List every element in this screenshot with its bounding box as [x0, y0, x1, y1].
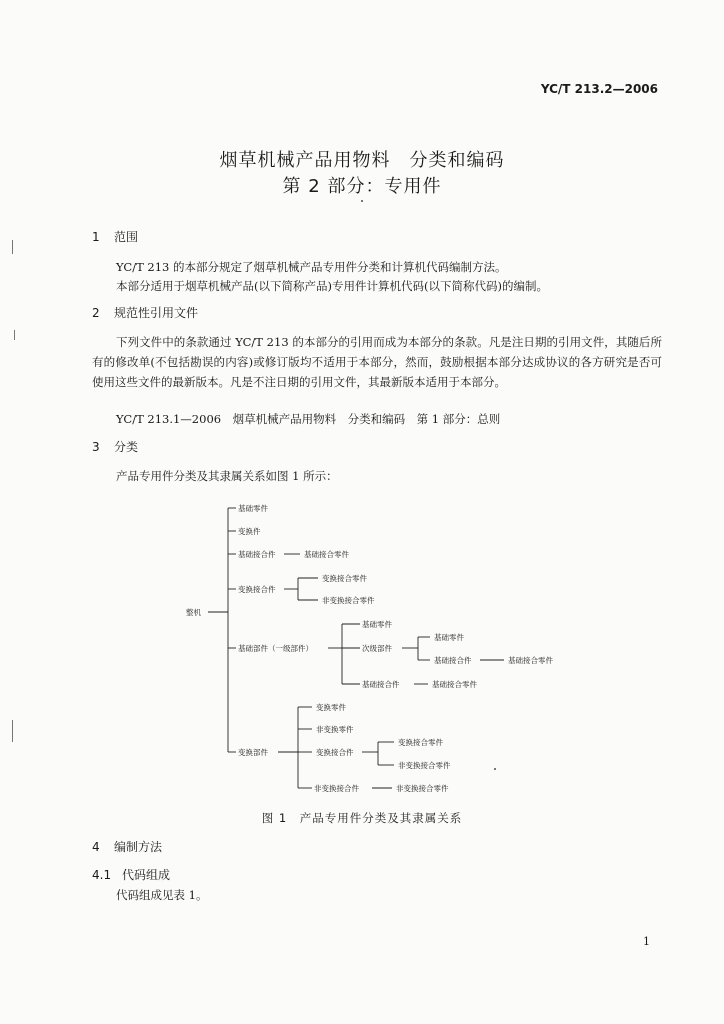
- document-title: 烟草机械产品用物料 分类和编码: [219, 150, 505, 171]
- tree-node: 基础部件（一级部件）: [238, 644, 313, 653]
- section-number: 2: [92, 306, 100, 320]
- tree-node: 基础接合件: [238, 550, 276, 559]
- tree-node: 变换部件: [238, 748, 268, 757]
- subsection-4-1-paragraph: 代码组成见表 1。: [116, 888, 208, 902]
- section-1-paragraph-1: YC/T 213 的本部分规定了烟草机械产品专用件分类和计算机代码编制方法。: [116, 260, 507, 274]
- section-number: 4: [92, 840, 100, 854]
- section-number: 1: [92, 230, 100, 244]
- tree-node: 基础接合件: [434, 656, 472, 665]
- document-subtitle: 第 2 部分：专用件: [282, 176, 442, 197]
- tree-node: 基础零件: [238, 504, 268, 513]
- section-1-paragraph-2: 本部分适用于烟草机械产品(以下简称产品)专用件计算机代码(以下简称代码)的编制。: [116, 279, 548, 293]
- tree-node: 变换接合零件: [322, 574, 367, 583]
- section-4-heading: [92, 838, 162, 855]
- tree-node: 基础接合零件: [304, 550, 349, 559]
- section-title: 分类: [114, 440, 139, 454]
- tree-node: 基础接合零件: [432, 680, 477, 689]
- tree-node: 变换零件: [316, 703, 346, 712]
- subsection-4-1-heading: [92, 866, 170, 883]
- section-2-reference: YC/T 213.1—2006 烟草机械产品用物料 分类和编码 第 1 部分：总则: [116, 412, 501, 426]
- section-3-paragraph-1: 产品专用件分类及其隶属关系如图 1 所示：: [116, 469, 338, 483]
- section-2-paragraph-1: 下列文件中的条款通过 YC/T 213 的本部分的引用而成为本部分的条款。凡是注日期的引用文件，其随后所有的修改单(不包括勘误的内容)或修订版均不适用于本部分，然而，鼓励根据本部分达成协议的各方研究是否可使用这些文件的最新版本。凡是不注日期的引用文件，其最新版本适用于本部分。: [92, 335, 662, 389]
- tree-node: 基础接合件: [362, 680, 400, 689]
- tree-node: 基础零件: [434, 633, 464, 642]
- tree-node: 次级部件: [362, 644, 392, 653]
- scan-mark: [14, 330, 15, 340]
- section-title: 规范性引用文件: [114, 306, 199, 320]
- standard-number: YC/T 213.2—2006: [540, 82, 658, 96]
- tree-node: 非变换零件: [316, 725, 354, 734]
- tree-node: 变换接合零件: [398, 738, 443, 747]
- scan-mark: [12, 720, 13, 742]
- tree-node: 基础接合零件: [508, 656, 553, 665]
- tree-node: 变换接合件: [316, 748, 354, 757]
- tree-node: 基础零件: [362, 620, 392, 629]
- tree-node: 非变换接合零件: [398, 761, 451, 770]
- section-title: 编制方法: [114, 840, 163, 854]
- tree-node: 非变换接合零件: [322, 596, 375, 605]
- subsection-number: 4.1: [92, 868, 112, 882]
- tree-node-root: 整机: [186, 608, 201, 617]
- scan-speck: [361, 200, 363, 202]
- tree-node: 变换件: [238, 527, 261, 536]
- page-number: 1: [643, 935, 650, 948]
- section-title: 范围: [114, 230, 139, 244]
- tree-node: 非变换接合零件: [396, 784, 449, 793]
- section-number: 3: [92, 440, 100, 454]
- scan-speck: [494, 768, 496, 770]
- figure-caption: 图 1 产品专用件分类及其隶属关系: [261, 811, 463, 825]
- tree-node: 变换接合件: [238, 585, 276, 594]
- scan-mark: [12, 240, 13, 254]
- tree-node: 非变换接合件: [314, 784, 359, 793]
- subsection-title: 代码组成: [122, 868, 171, 882]
